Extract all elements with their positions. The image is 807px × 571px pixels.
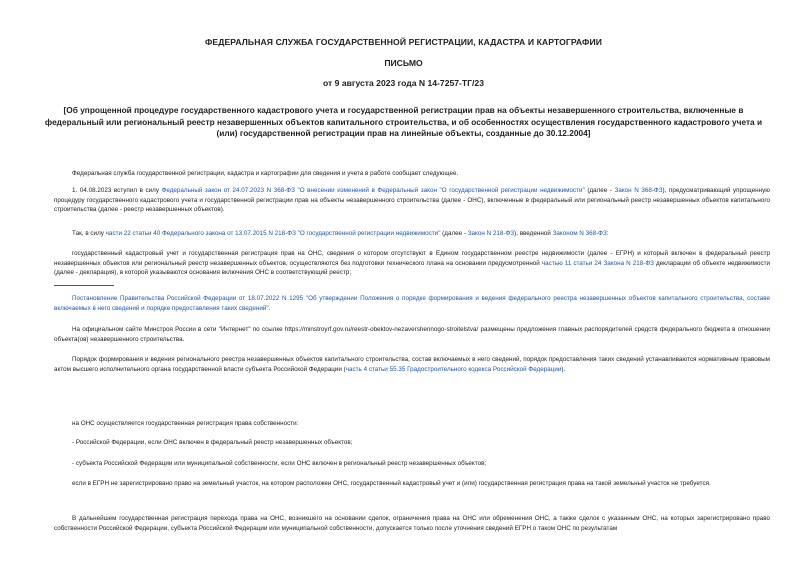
law-368-short-link[interactable]: Закон N 368-ФЗ bbox=[614, 187, 663, 194]
document-title: [Об упрощенной процедуре государственного кадастрового учета и государственной регистрации прав на объекты незавершенного строительства, включенные в федеральный или региональный реестр незавершенных объектов капитального строительства, и об особенностях осуществления государственного кадастрового учета и (или) государственной регистрации прав на линейные объекты, созданные до 30.12.2004] bbox=[44, 105, 763, 138]
law-368-ref-link[interactable]: Законом N 368-ФЗ bbox=[552, 230, 607, 237]
government-decree-link[interactable]: Постановление Правительства Российской Федерации от 18.07.2022 N 1295 "Об утверждении Положения о порядке формирования и ведения федерального реестра незавершенных объектов капитального строительства, составе включаемых в него сведений и порядке предоставления таких сведений" bbox=[54, 295, 770, 312]
paragraph-2-text-c: ), введенной bbox=[514, 230, 553, 237]
paragraph-2 bbox=[54, 229, 770, 239]
paragraph-5: на ОНС осуществляется государственная регистрация права собственности: bbox=[72, 420, 299, 427]
paragraph-2-text-d: : bbox=[606, 230, 609, 237]
urban-code-link[interactable]: часть 4 статьи 55.35 Градостроительного кодекса Российской Федерации bbox=[345, 365, 562, 373]
paragraph-3-text-b: или региональный реестр незавершенных объектов bbox=[129, 259, 286, 267]
paragraph-1-text-c: ), предусматривающий упрощенную процедуру государственного кадастрового учета и государственной регистрации прав на объекты незавершенного строительства (далее - ОНС), включенные в федеральный или региональный реестр незавершенных объектов капитального строительства (далее - реестр незавершенных объектов). bbox=[54, 187, 770, 214]
document-type: ПИСЬМО bbox=[384, 58, 423, 68]
footnote-separator bbox=[54, 285, 114, 286]
footnote-1-end: . bbox=[268, 304, 271, 312]
paragraph-1-text-b: (далее - bbox=[584, 187, 615, 194]
footnote-1 bbox=[54, 294, 770, 313]
law-218-short-link[interactable]: Закон N 218-ФЗ bbox=[467, 230, 515, 237]
footnote-2-text-a: Порядок формирования и ведения регионального реестра незавершенных объектов капитального строительства, состав включаемых в него сведений, порядок предоставления таких сведений устанавливаются нормативным правовым актом высшего исполнительного органа государственной власти субъекта Российской Федерации ( bbox=[54, 356, 770, 373]
law-218-article-link[interactable]: части 22 статьи 40 Федерального закона от 13.07.2015 N 218-ФЗ "О государственной регистрации недвижимости" bbox=[105, 230, 441, 237]
paragraph-1-text-a: 1. 04.08.2023 вступил в силу bbox=[72, 187, 162, 194]
paragraph-9: В дальнейшем государственная регистрация перехода права на ОНС, возникшего на основании сделок, ограничения права на ОНС или обременения ОНС, а также сделок с указанным ОНС, на которых зарегистрировано право собственности Российской Федерации, субъекта Российской Федерации или муниципальной собственности, допускается только после уточнения сведений ЕГРН о таком ОНС по результатам bbox=[54, 515, 770, 532]
paragraph-3-text-d: декларации об объекте недвижимости (далее - декларация), в которой указываются основания включения ОНС в соответствующий реестр; bbox=[54, 259, 771, 277]
agency-heading: ФЕДЕРАЛЬНАЯ СЛУЖБА ГОСУДАРСТВЕННОЙ РЕГИСТРАЦИИ, КАДАСТРА И КАРТОГРАФИИ bbox=[204, 37, 603, 47]
paragraph-3-text-a: государственный кадастровый учет и государственная регистрация прав на ОНС, сведения о котором отсутствуют в Едином государственном реестре недвижимости (далее - ЕГРН) и который включен в федеральный реестр незавершенных объектов bbox=[54, 250, 770, 267]
footnote-2 bbox=[54, 355, 770, 374]
paragraph-2-text-a: Так, в силу bbox=[72, 230, 106, 237]
law-368-link[interactable]: Федеральный закон от 24.07.2023 N 368-ФЗ "О внесении изменений в Федеральный закон "О государственной регистрации недвижимости" bbox=[161, 187, 585, 194]
intro-paragraph: Федеральная служба государственной регистрации, кадастра и картографии для сведения и учета в работе сообщает следующее. bbox=[72, 170, 459, 177]
paragraph-3-text-c: , осуществляются без подготовки технического плана на основании предусмотренной bbox=[285, 259, 542, 267]
paragraph-7: - субъекта Российской Федерации или муниципальной собственности, если ОНС включен в региональный реестр незавершенных объектов; bbox=[72, 460, 487, 467]
paragraph-3 bbox=[54, 249, 770, 278]
paragraph-4: На официальном сайте Минстроя России в сети "Интернет" по ссылке https://minstroyrf.gov.ru/reestr-obektov-nezavershennogo-stroitelstva/ размещены предложения главных распорядителей средств федерального бюджета в отношении объекта(ов) незавершенного строительства. bbox=[54, 326, 770, 343]
paragraph-2-text-b: (далее - bbox=[440, 230, 468, 237]
paragraph-8: если в ЕГРН не зарегистрировано право на земельный участок, на котором расположен ОНС, государственный кадастровый учет и (или) государственная регистрация права на такой земельный участок не требуется. bbox=[72, 480, 711, 487]
paragraph-6: - Российской Федерации, если ОНС включен в федеральный реестр незавершенных объектов; bbox=[72, 439, 353, 446]
article-24-link[interactable]: частью 11 статьи 24 Закона N 218-ФЗ bbox=[541, 259, 654, 267]
paragraph-1 bbox=[54, 186, 770, 215]
document-date-number: от 9 августа 2023 года N 14-7257-ТГ/23 bbox=[323, 78, 484, 88]
footnote-2-text-b: ). bbox=[561, 365, 566, 373]
